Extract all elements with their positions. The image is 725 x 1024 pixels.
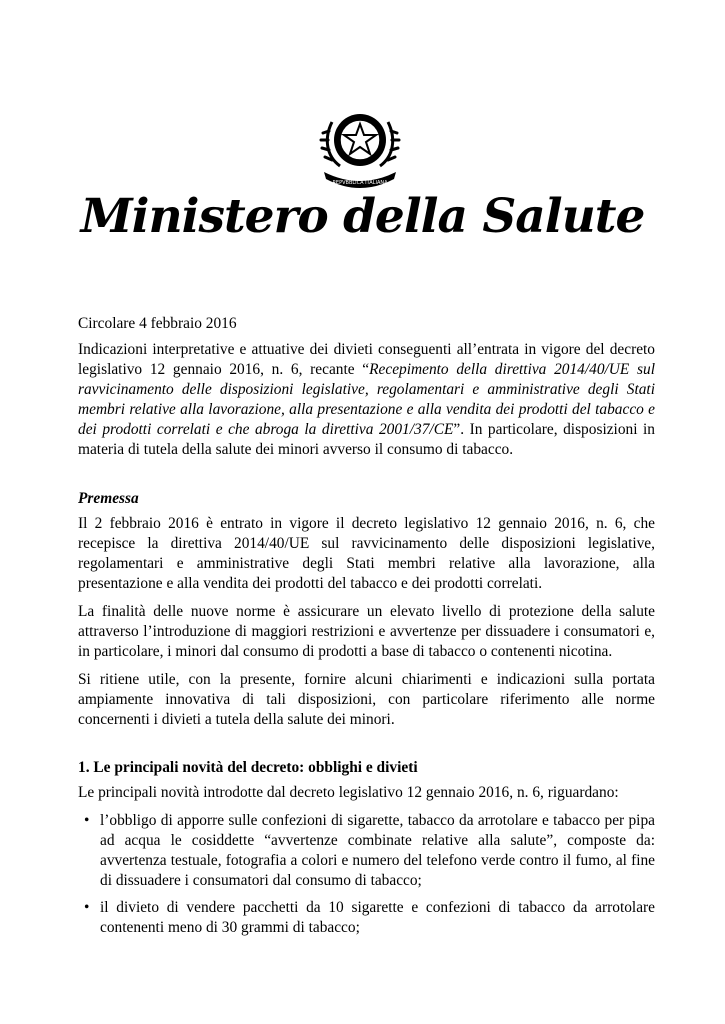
subject-text-start: Indicazioni interpretative e attuative dei divieti conseguenti all’entrata in vigore del decreto legislativo 12 gennaio 2016, n. 6, recante “	[78, 341, 655, 378]
ministry-emblem	[310, 100, 410, 188]
bullet-icon: •	[84, 812, 90, 829]
subject-text-end: ”. In particolare, disposizioni in materia di tutela della salute dei minori avverso il consumo di tabacco.	[78, 421, 655, 458]
circular-date: Circolare 4 febbraio 2016	[78, 315, 237, 332]
section-1-bullet-list	[78, 811, 655, 938]
list-item	[78, 898, 655, 938]
premessa-paragraph: Il 2 febbraio 2016 è entrato in vigore il decreto legislativo 12 gennaio 2016, n. 6, che recepisce la direttiva 2014/40/UE sul ravvicinamento delle disposizioni legislative, regolamentari e amministrative degli Stati membri relative alla lavorazione, alla presentazione e alla vendita dei prodotti del tabacco e dei prodotti correlati.	[78, 515, 655, 592]
bullet-icon: •	[84, 899, 90, 916]
list-item-text: l’obbligo di apporre sulle confezioni di sigarette, tabacco da arrotolare e tabacco per pipa ad acqua le cosiddette “avvertenze combinate relative alla salute”, composte da: avvertenza testuale, fotografia a colori e numero del telefono verde contro il fumo, al fine di dissuadere i consumatori dal consumo di tabacco;	[100, 812, 655, 889]
subject-directive-title: Recepimento della direttiva 2014/40/UE sul ravvicinamento delle disposizioni legislative, regolamentari e amministrative degli Stati membri relative alla lavorazione, alla presentazione e alla vendita dei prodotti del tabacco e dei prodotti correlati e che abroga la direttiva 2001/37/CE	[78, 361, 655, 438]
premessa-heading: Premessa	[78, 490, 139, 507]
list-item-text: il divieto di vendere pacchetti da 10 sigarette e confezioni di tabacco da arrotolare contenenti meno di 30 grammi di tabacco;	[100, 899, 655, 936]
premessa-paragraph: La finalità delle nuove norme è assicurare un elevato livello di protezione della salute attraverso l’introduzione di maggiori restrizioni e avvertenze per dissuadere i consumatori e, in particolare, i minori dal consumo di prodotti a base di tabacco o contenenti nicotina.	[78, 603, 655, 660]
ministry-name: Ministero della Salute	[80, 189, 645, 244]
list-item	[78, 811, 655, 891]
section-1-heading: 1. Le principali novità del decreto: obblighi e divieti	[78, 759, 418, 776]
italian-republic-emblem-icon	[310, 100, 410, 188]
document-body	[78, 314, 655, 945]
section-1-intro: Le principali novità introdotte dal decreto legislativo 12 gennaio 2016, n. 6, riguardano:	[78, 784, 619, 801]
emblem-ribbon-text: REPVBBLICA ITALIANA	[332, 180, 388, 186]
premessa-paragraph: Si ritiene utile, con la presente, fornire alcuni chiarimenti e indicazioni sulla portata ampiamente innovativa di tali disposizioni, con particolare riferimento alle norme concernenti i divieti a tutela della salute dei minori.	[78, 671, 655, 728]
circular-subject	[78, 340, 655, 460]
